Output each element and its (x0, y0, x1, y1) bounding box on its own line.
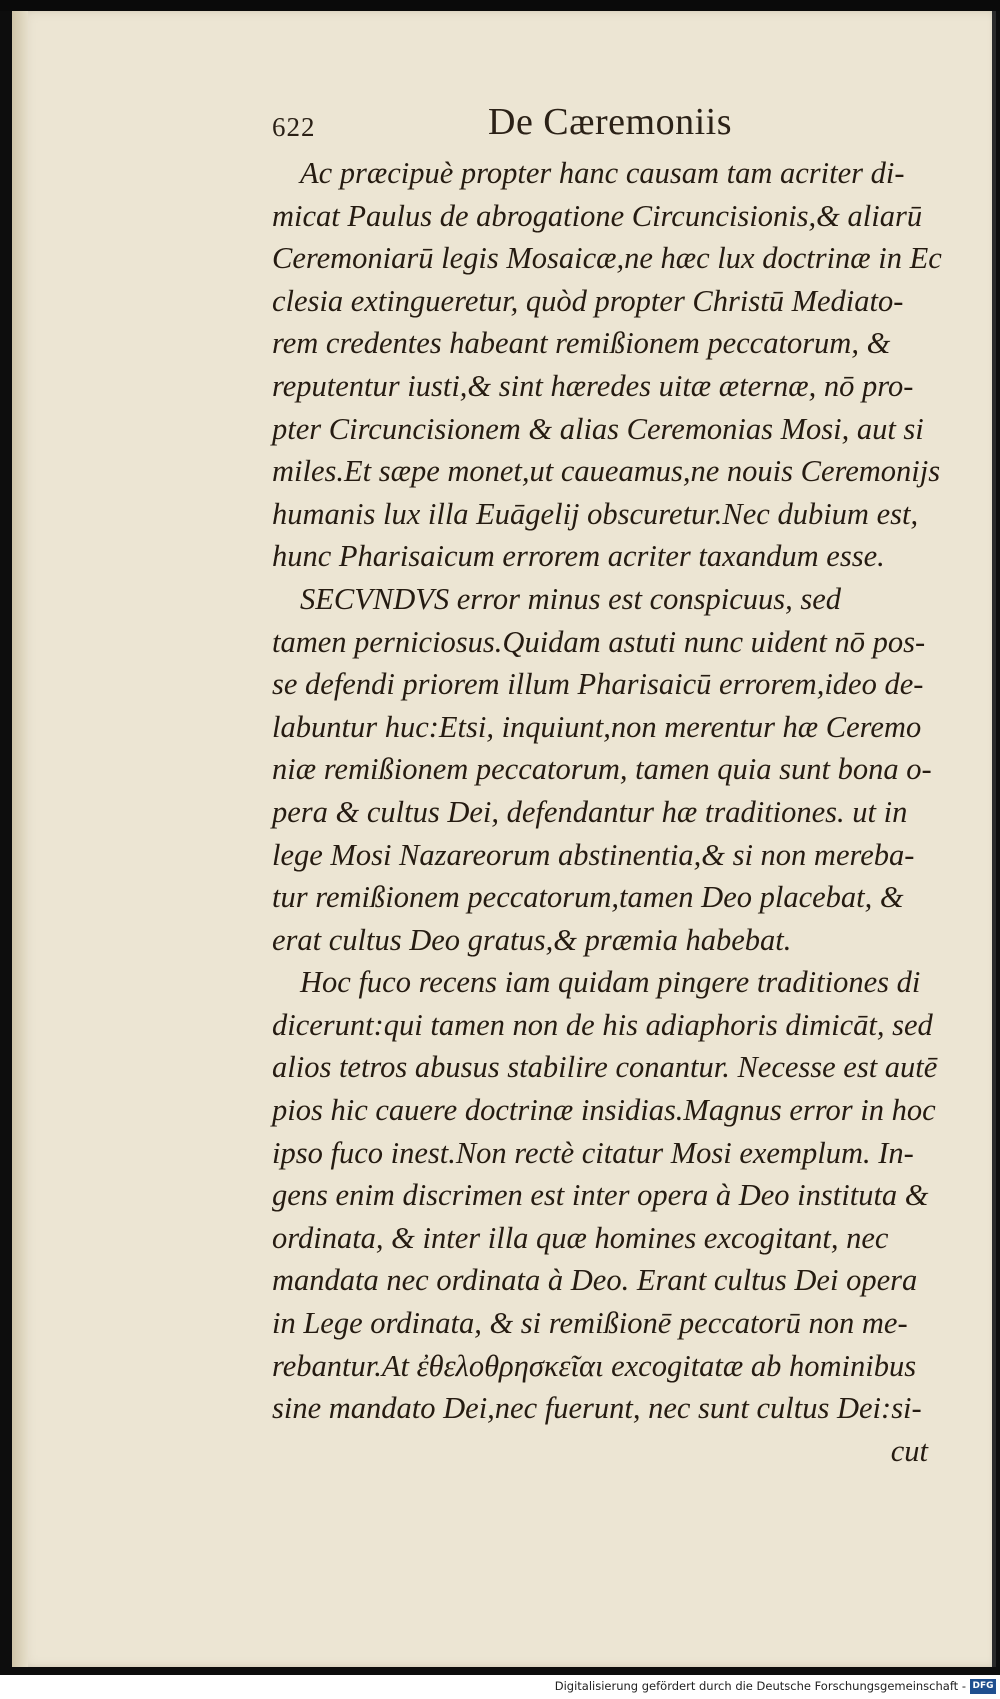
text-line: dicerunt:qui tamen non de his adiaphoris dimicāt, sed (272, 1007, 933, 1042)
text-line: hunc Pharisaicum errorem acriter taxandum esse. (272, 539, 885, 574)
dfg-logo-icon: DFG (970, 1679, 996, 1694)
text-line: erat cultus Deo gratus,& præmia habebat. (272, 922, 792, 957)
text-line: reputentur iusti,& sint hæredes uitæ æternæ, nō pro- (272, 368, 914, 403)
text-line: clesia extingueretur, quòd propter Christū Mediato- (272, 283, 904, 318)
text-line: miles.Et sæpe monet,ut caueamus,ne nouis Ceremonijs (272, 454, 941, 489)
text-line: Ceremoniarū legis Mosaicæ,ne hæc lux doctrinæ in Ec (272, 241, 942, 276)
page-number: 622 (272, 112, 316, 142)
text-line: micat Paulus de abrogatione Circuncisionis,& aliarū (272, 198, 923, 233)
page-gutter-shadow (12, 11, 28, 1667)
page-header (272, 100, 732, 150)
body-text (272, 152, 952, 1472)
text-line: pera & cultus Dei, defendantur hæ traditiones. ut in (272, 794, 908, 829)
text-line: pios hic cauere doctrinæ insidias.Magnus error in hoc (272, 1093, 936, 1128)
text-line: mandata nec ordinata à Deo. Erant cultus Dei opera (272, 1263, 918, 1298)
footer-bar (0, 1675, 1000, 1699)
text-line: humanis lux illa Euāgelij obscuretur.Nec dubium est, (272, 496, 919, 531)
text-line: Hoc fuco recens iam quidam pingere traditiones di (300, 965, 921, 1000)
catchword: cut (890, 1433, 928, 1468)
text-line: ordinata, & inter illa quæ homines excogitant, nec (272, 1220, 889, 1255)
running-title: De Cæremoniis (488, 101, 732, 143)
text-line: pter Circuncisionem & alias Ceremonias Mosi, aut si (272, 411, 924, 446)
text-line: alios tetros abusus stabilire conantur. Necesse est autē (272, 1050, 938, 1085)
text-line: lege Mosi Nazareorum abstinentia,& si non mereba- (272, 837, 915, 872)
text-line: rebantur.At ἐθελοθρησκεῖαι excogitatæ ab hominibus (272, 1348, 917, 1383)
text-line: tamen perniciosus.Quidam astuti nunc uident nō pos- (272, 624, 926, 659)
text-line: ipso fuco inest.Non rectè citatur Mosi exemplum. In- (272, 1135, 914, 1170)
text-line: se defendi priorem illum Pharisaicū errorem,ideo de- (272, 667, 924, 702)
page-right-edge (992, 11, 996, 1667)
text-line: labuntur huc:Etsi, inquiunt,non merentur hæ Ceremo (272, 709, 922, 744)
top-bar (0, 0, 1000, 11)
text-line: SECVNDVS error minus est conspicuus, sed (300, 581, 842, 616)
text-line: gens enim discrimen est inter opera à Deo instituta & (272, 1178, 929, 1213)
text-line: rem credentes habeant remißionem peccatorum, & (272, 326, 891, 361)
text-line: sine mandato Dei,nec fuerunt, nec sunt cultus Dei:si- (272, 1391, 922, 1426)
text-line: in Lege ordinata, & si remißionē peccatorū non me- (272, 1306, 908, 1341)
text-line: tur remißionem peccatorum,tamen Deo placebat, & (272, 880, 904, 915)
funding-credit: Digitalisierung gefördert durch die Deutsche Forschungsgemeinschaft - (554, 1679, 966, 1693)
text-line: Ac præcipuè propter hanc causam tam acriter di- (300, 156, 905, 190)
text-line: niæ remißionem peccatorum, tamen quia sunt bona o- (272, 752, 932, 787)
